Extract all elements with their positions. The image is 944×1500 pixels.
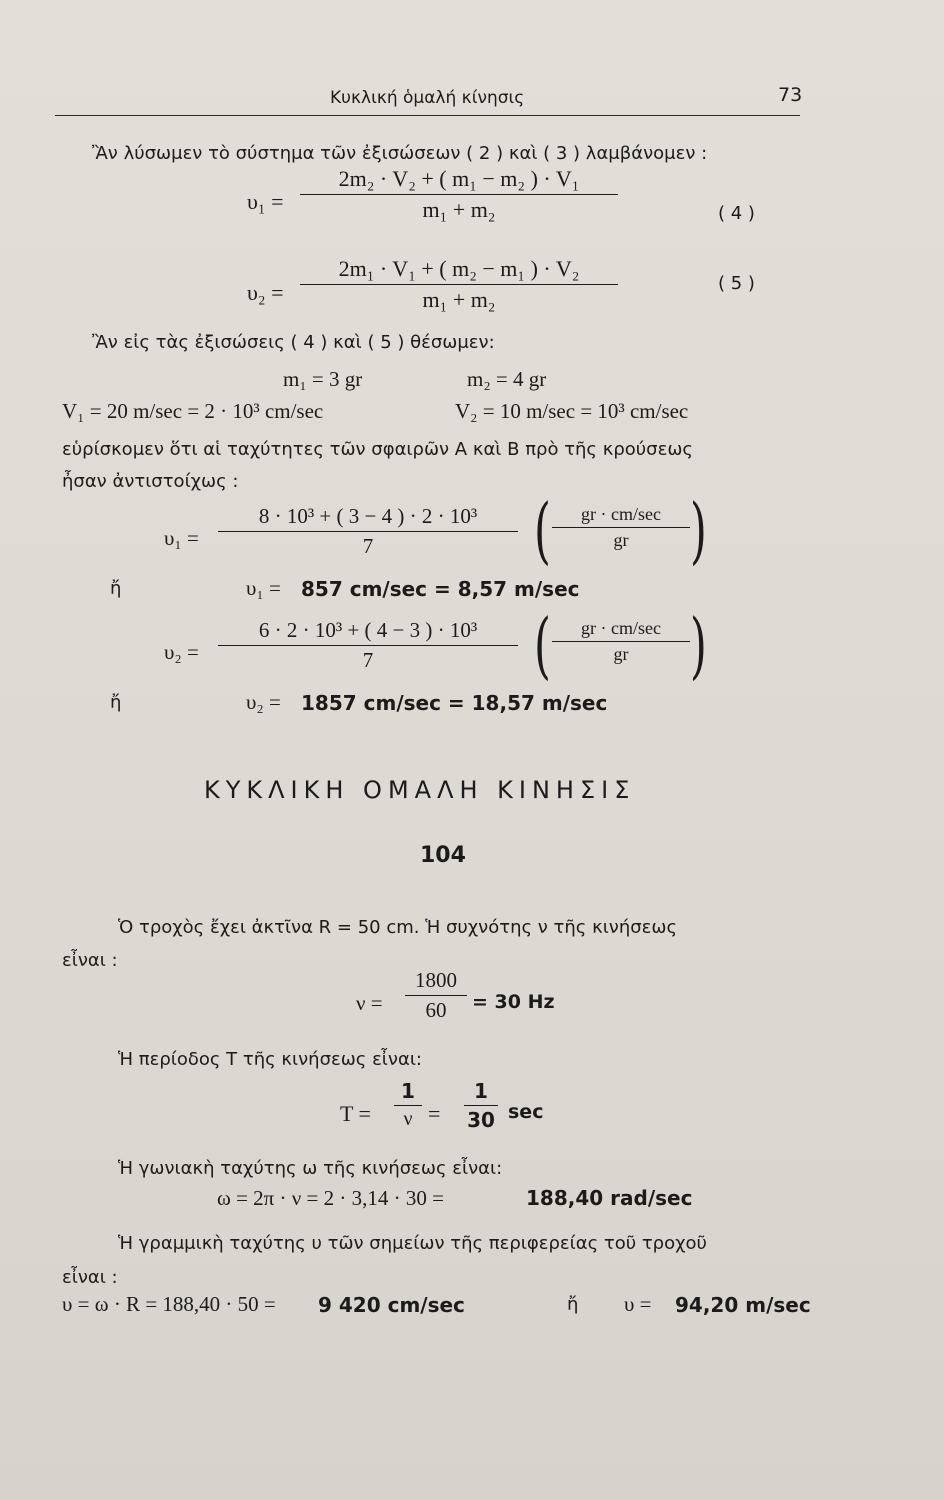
period-lhs: T = <box>340 1101 371 1126</box>
linear-result-2-lhs: υ = <box>624 1292 652 1316</box>
value-m2: m₂ = 4 gr <box>467 367 547 391</box>
linear-result-2: 94,20 m/sec <box>675 1293 811 1317</box>
period-equals: = <box>428 1101 441 1126</box>
calc2-unit-denominator: gr <box>613 644 629 664</box>
page-number: 73 <box>778 84 803 106</box>
find-line-2: ἦσαν ἀντιστοίχως : <box>62 471 239 492</box>
calc1-close-paren: ) <box>690 488 707 572</box>
period-num-1: 1 <box>401 1079 415 1103</box>
calc1-unit-numerator: gr · cm/sec <box>581 504 661 524</box>
angular-result: 188,40 rad/sec <box>526 1186 693 1210</box>
calc2-unit-bar <box>552 641 690 642</box>
linear-result-1: 9 420 cm/sec <box>318 1293 465 1317</box>
calc2-bar <box>218 645 518 646</box>
period-unit: sec <box>508 1101 544 1123</box>
period-bar-2 <box>464 1105 498 1106</box>
calc2-result: 1857 cm/sec = 18,57 m/sec <box>301 691 608 715</box>
period-den-2: 30 <box>467 1108 495 1132</box>
calc2-unit-numerator: gr · cm/sec <box>581 618 661 638</box>
period-num-2: 1 <box>474 1079 488 1103</box>
period-fraction-1 <box>394 1079 422 1131</box>
problem-line-2: εἶναι : <box>62 950 118 971</box>
linear-or: ἤ <box>567 1294 579 1315</box>
freq-lhs: ν = <box>356 991 383 1015</box>
linear-line-2: εἶναι : <box>62 1267 118 1288</box>
freq-fraction <box>405 968 467 1023</box>
eq4-bar <box>300 194 618 195</box>
problem-number: 104 <box>420 843 466 868</box>
calc2-fraction <box>218 618 518 673</box>
header-rule <box>55 115 800 116</box>
calc2-unit-fraction <box>552 618 690 665</box>
linear-line-1: Ἡ γραμμικὴ ταχύτης υ τῶν σημείων τῆς περιφερείας τοῦ τροχοῦ <box>118 1233 707 1254</box>
calc1-or: ἤ <box>110 578 122 599</box>
calc1-result: 857 cm/sec = 8,57 m/sec <box>301 577 580 601</box>
value-V1: V₁ = 20 m/sec = 2 · 10³ cm/sec <box>62 399 324 423</box>
calc2-result-lhs: υ₂ = <box>246 690 281 714</box>
calc1-result-lhs: υ₁ = <box>246 576 281 600</box>
problem-line-1: Ὁ τροχὸς ἔχει ἀκτῖνα R = 50 cm. Ἡ συχνότης ν τῆς κινήσεως <box>118 917 678 938</box>
find-line-1: εὑρίσκομεν ὅτι αἱ ταχύτητες τῶν σφαιρῶν Α καὶ Β πρὸ τῆς κρούσεως <box>62 439 693 460</box>
calc2-close-paren: ) <box>690 603 707 687</box>
period-fraction-2 <box>464 1079 498 1132</box>
calc2-denominator: 7 <box>362 648 374 672</box>
period-bar-1 <box>394 1105 422 1106</box>
value-m1: m₁ = 3 gr <box>283 367 363 391</box>
freq-bar <box>405 995 467 996</box>
calc1-denominator: 7 <box>362 534 374 558</box>
eq4-denominator: m₁ + m₂ <box>422 197 496 222</box>
angular-line: Ἡ γωνιακὴ ταχύτης ω τῆς κινήσεως εἶναι: <box>118 1158 503 1179</box>
period-den-1: ν <box>403 1108 413 1130</box>
calc1-fraction <box>218 504 518 559</box>
running-title: Κυκλική ὁμαλή κίνησις <box>330 88 525 108</box>
calc2-numerator: 6 · 2 · 10³ + ( 4 − 3 ) · 10³ <box>258 618 478 642</box>
value-V2: V₂ = 10 m/sec = 10³ cm/sec <box>455 399 689 423</box>
calc1-bar <box>218 531 518 532</box>
calc1-unit-bar <box>552 527 690 528</box>
eq5-fraction <box>300 256 618 313</box>
eq4-numerator: 2m₂ · V₂ + ( m₁ − m₂ ) · V₁ <box>338 166 580 191</box>
eq5-denominator: m₁ + m₂ <box>422 287 496 312</box>
eq4-tag: ( 4 ) <box>718 203 755 224</box>
eq4-fraction <box>300 166 618 223</box>
eq5-tag: ( 5 ) <box>718 273 755 294</box>
freq-denominator: 60 <box>425 998 447 1022</box>
period-line: Ἡ περίοδος Τ τῆς κινήσεως εἶναι: <box>118 1049 422 1070</box>
intro-line: Ἂν λύσωμεν τὸ σύστημα τῶν ἐξισώσεων ( 2 ) καὶ ( 3 ) λαμβάνομεν : <box>92 143 708 164</box>
calc1-unit-fraction <box>552 504 690 551</box>
eq5-numerator: 2m₁ · V₁ + ( m₂ − m₁ ) · V₂ <box>338 256 580 281</box>
calc1-lhs: υ₁ = <box>164 526 199 550</box>
freq-result: = 30 Hz <box>472 991 555 1013</box>
eq5-lhs: υ₂ = <box>247 280 284 305</box>
calc1-open-paren: ( <box>534 488 551 572</box>
angular-equation: ω = 2π · ν = 2 · 3,14 · 30 = <box>217 1186 444 1210</box>
calc1-unit-denominator: gr <box>613 530 629 550</box>
calc2-or: ἤ <box>110 692 122 713</box>
subst-line: Ἂν εἰς τὰς ἐξισώσεις ( 4 ) καὶ ( 5 ) θέσωμεν: <box>92 332 495 353</box>
eq5-bar <box>300 284 618 285</box>
eq4-lhs: υ₁ = <box>247 189 284 214</box>
section-title: ΚΥΚΛΙΚΗ ΟΜΑΛΗ ΚΙΝΗΣΙΣ <box>204 776 636 804</box>
freq-numerator: 1800 <box>415 968 457 992</box>
calc1-numerator: 8 · 10³ + ( 3 − 4 ) · 2 · 10³ <box>258 504 478 528</box>
calc2-open-paren: ( <box>534 603 551 687</box>
linear-equation: υ = ω · R = 188,40 · 50 = <box>62 1292 276 1316</box>
calc2-lhs: υ₂ = <box>164 640 199 664</box>
